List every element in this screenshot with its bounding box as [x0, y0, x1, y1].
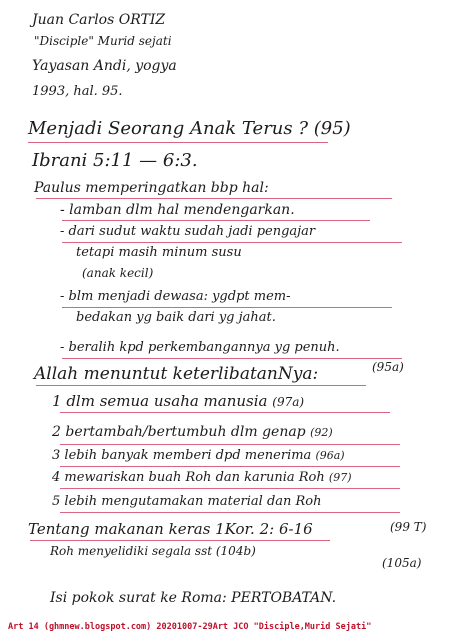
point-3: - blm menjadi dewasa: ygdpt mem- [60, 289, 291, 304]
item-ref: (97) [328, 471, 352, 484]
food-ref: (99 T) [390, 520, 427, 534]
page-title: Menjadi Seorang Anak Terus ? (95) [28, 118, 351, 139]
title-underline [28, 142, 328, 143]
header-publisher: Yayasan Andi, yogya [32, 58, 177, 74]
item-text: lebih mengutamakan material dan Roh [64, 494, 322, 509]
point-3-underline [62, 307, 392, 308]
intro-underline [36, 198, 392, 199]
spirit-line: Roh menyelidiki segala sst (104b) [50, 544, 256, 558]
point-4-ref: (95a) [372, 360, 404, 374]
god-line: Allah menuntut keterlibatanNya: [34, 364, 319, 384]
item-2-underline [60, 444, 400, 445]
point-3-cont: bedakan yg baik dari yg jahat. [76, 310, 276, 325]
numbered-item-5 [52, 494, 322, 509]
food-ref-2: (105a) [382, 556, 422, 570]
footer-bar [0, 618, 452, 640]
footer-caption: Art 14 (ghmnew.blogspot.com) 20201007-29Art JCO "Disciple,Murid Sejati" [8, 622, 372, 632]
point-4-underline [62, 358, 402, 359]
point-2-note: (anak kecil) [82, 266, 154, 280]
intro-line: Paulus memperingatkan bbp hal: [34, 180, 269, 196]
item-text: dlm semua usaha manusia [66, 392, 268, 410]
header-book-title: "Disciple" Murid sejati [34, 34, 172, 48]
numbered-item-1 [52, 392, 304, 410]
item-number: 5 [52, 494, 61, 509]
item-text: mewariskan buah Roh dan karunia Roh [64, 470, 325, 485]
header-author: Juan Carlos ORTIZ [32, 12, 166, 28]
numbered-item-4 [52, 470, 352, 485]
god-line-underline [36, 385, 366, 386]
header-year-page: 1993, hal. 95. [32, 84, 123, 99]
food-line: Tentang makanan keras 1Kor. 2: 6-16 [28, 520, 313, 538]
item-3-underline [60, 466, 400, 467]
item-ref: (92) [310, 426, 333, 439]
item-number: 2 [52, 424, 61, 440]
item-1-underline [60, 412, 390, 413]
food-underline [30, 540, 330, 541]
point-1: - lamban dlm hal mendengarkan. [60, 202, 295, 218]
item-text: bertambah/bertumbuh dlm genap [65, 424, 306, 440]
item-4-underline [60, 488, 400, 489]
bible-reference: Ibrani 5:11 — 6:3. [32, 150, 198, 171]
point-2-cont: tetapi masih minum susu [76, 245, 242, 260]
item-number: 3 [52, 448, 61, 463]
item-number: 1 [52, 392, 62, 410]
numbered-item-3 [52, 448, 345, 463]
item-5-underline [60, 512, 400, 513]
item-ref: (97a) [272, 395, 305, 409]
item-text: lebih banyak memberi dpd menerima [64, 448, 312, 463]
point-2: - dari sudut waktu sudah jadi pengajar [60, 224, 316, 239]
closing-line: Isi pokok surat ke Roma: PERTOBATAN. [50, 590, 337, 606]
numbered-item-2 [52, 424, 333, 440]
item-number: 4 [52, 470, 61, 485]
item-ref: (96a) [315, 449, 345, 462]
point-4: - beralih kpd perkembangannya yg penuh. [60, 340, 340, 355]
point-2-underline [62, 242, 402, 243]
point-1-underline [62, 220, 370, 221]
